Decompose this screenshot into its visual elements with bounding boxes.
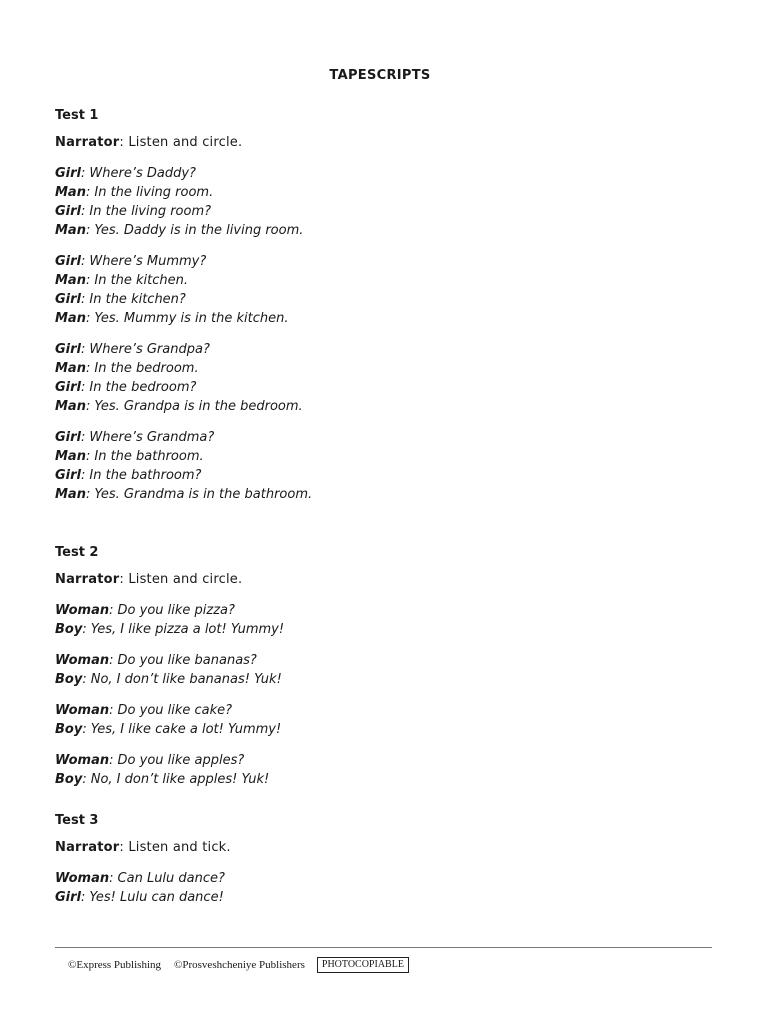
speaker-label: Girl	[55, 166, 81, 181]
narrator-line: Narrator: Listen and tick.	[55, 840, 231, 855]
speaker-label: Man	[55, 399, 86, 414]
speaker-label: Girl	[55, 342, 81, 357]
narrator-line: Narrator: Listen and circle.	[55, 572, 243, 587]
speech-text: Where’s Daddy?	[89, 166, 196, 181]
dialogue-exchange	[55, 869, 231, 907]
speech-text: Yes, I like cake a lot! Yummy!	[90, 722, 282, 737]
dialogue-line: Girl: In the living room?	[55, 204, 212, 219]
speaker-label: Man	[55, 311, 86, 326]
speech-text: In the bathroom.	[94, 449, 204, 464]
dialogue-line: Woman: Do you like bananas?	[55, 653, 257, 668]
dialogue-exchange	[55, 428, 312, 504]
speech-text: In the living room.	[94, 185, 214, 200]
speech-text: Do you like bananas?	[117, 653, 257, 668]
speech-text: Where’s Mummy?	[89, 254, 207, 269]
dialogue-line: Man: Yes. Daddy is in the living room.	[55, 223, 304, 238]
speaker-label: Man	[55, 185, 86, 200]
dialogue-line: Girl: In the bedroom?	[55, 380, 197, 395]
speaker-label: Girl	[55, 468, 81, 483]
page-title: TAPESCRIPTS	[329, 68, 431, 83]
speaker-label: Boy	[55, 772, 83, 787]
test-heading: Test 2	[55, 545, 99, 560]
speaker-label: Man	[55, 273, 86, 288]
speech-text: No, I don’t like apples! Yuk!	[90, 772, 270, 787]
dialogue-line: Girl: Yes! Lulu can dance!	[55, 890, 224, 905]
speech-text: Do you like pizza?	[117, 603, 235, 618]
speaker-label: Narrator	[55, 840, 120, 855]
speech-text: Where’s Grandma?	[89, 430, 215, 445]
narrator-line: Narrator: Listen and circle.	[55, 135, 243, 150]
narrator-instruction: Listen and circle.	[128, 135, 243, 150]
dialogue-line: Boy: Yes, I like cake a lot! Yummy!	[55, 722, 282, 737]
speech-text: In the bedroom?	[89, 380, 197, 395]
speech-text: Yes. Grandpa is in the bedroom.	[94, 399, 303, 414]
speech-text: Do you like cake?	[117, 703, 233, 718]
speaker-label: Narrator	[55, 135, 120, 150]
speaker-label: Narrator	[55, 572, 120, 587]
dialogue-line: Man: Yes. Grandpa is in the bedroom.	[55, 399, 303, 414]
speaker-label: Woman	[55, 653, 110, 668]
speaker-label: Girl	[55, 292, 81, 307]
speaker-label: Girl	[55, 430, 81, 445]
speaker-label: Man	[55, 361, 86, 376]
dialogue-line: Girl: Where’s Grandpa?	[55, 342, 210, 357]
dialogue-line: Man: Yes. Grandma is in the bathroom.	[55, 487, 313, 502]
speaker-label: Man	[55, 487, 86, 502]
dialogue-line: Girl: Where’s Grandma?	[55, 430, 215, 445]
dialogue-exchange	[55, 601, 284, 639]
dialogue-line: Man: In the bathroom.	[55, 449, 204, 464]
test-section-1	[55, 106, 312, 516]
speaker-label: Boy	[55, 722, 83, 737]
copyright-prosveshcheniye-publishers: ©Prosveshcheniye Publishers	[174, 959, 305, 971]
dialogue-exchange	[55, 651, 284, 689]
footer-divider	[55, 947, 712, 948]
speech-text: Yes! Lulu can dance!	[89, 890, 224, 905]
speech-text: Yes. Daddy is in the living room.	[94, 223, 304, 238]
speaker-label: Boy	[55, 672, 83, 687]
dialogue-exchange	[55, 340, 312, 416]
dialogue-line: Boy: No, I don’t like apples! Yuk!	[55, 772, 270, 787]
speaker-label: Woman	[55, 603, 110, 618]
speaker-label: Woman	[55, 871, 110, 886]
dialogue-line: Woman: Do you like cake?	[55, 703, 233, 718]
speech-text: Where’s Grandpa?	[89, 342, 210, 357]
speaker-label: Girl	[55, 254, 81, 269]
dialogue-line: Woman: Do you like pizza?	[55, 603, 235, 618]
speech-text: Yes. Grandma is in the bathroom.	[94, 487, 313, 502]
speaker-label: Girl	[55, 204, 81, 219]
speech-text: Can Lulu dance?	[117, 871, 225, 886]
speech-text: In the bedroom.	[94, 361, 199, 376]
speech-text: In the kitchen?	[89, 292, 186, 307]
speaker-label: Woman	[55, 753, 110, 768]
test-section-2	[55, 543, 284, 801]
speech-text: No, I don’t like bananas! Yuk!	[90, 672, 282, 687]
speech-text: Yes, I like pizza a lot! Yummy!	[90, 622, 285, 637]
photocopiable-badge: PHOTOCOPIABLE	[317, 957, 409, 973]
dialogue-line: Boy: Yes, I like pizza a lot! Yummy!	[55, 622, 285, 637]
dialogue-line: Man: In the bedroom.	[55, 361, 199, 376]
copyright-express-publishing: ©Express Publishing	[68, 959, 162, 971]
dialogue-exchange	[55, 701, 284, 739]
test-heading: Test 1	[55, 108, 99, 123]
dialogue-line: Man: In the living room.	[55, 185, 214, 200]
dialogue-exchange	[55, 751, 284, 789]
speech-text: Yes. Mummy is in the kitchen.	[94, 311, 289, 326]
speech-text: In the bathroom?	[89, 468, 202, 483]
footer	[68, 957, 409, 973]
speaker-label: Girl	[55, 890, 81, 905]
speech-text: In the living room?	[89, 204, 212, 219]
test-heading: Test 3	[55, 813, 99, 828]
speech-text: In the kitchen.	[94, 273, 189, 288]
speaker-label: Boy	[55, 622, 83, 637]
dialogue-line: Woman: Do you like apples?	[55, 753, 245, 768]
dialogue-line: Girl: Where’s Mummy?	[55, 254, 207, 269]
dialogue-line: Girl: Where’s Daddy?	[55, 166, 196, 181]
speaker-label: Woman	[55, 703, 110, 718]
test-section-3	[55, 811, 231, 919]
dialogue-line: Boy: No, I don’t like bananas! Yuk!	[55, 672, 282, 687]
narrator-instruction: Listen and circle.	[128, 572, 243, 587]
dialogue-line: Girl: In the bathroom?	[55, 468, 202, 483]
speaker-label: Man	[55, 449, 86, 464]
speech-text: Do you like apples?	[117, 753, 245, 768]
dialogue-exchange	[55, 164, 312, 240]
dialogue-exchange	[55, 252, 312, 328]
dialogue-line: Girl: In the kitchen?	[55, 292, 186, 307]
speaker-label: Man	[55, 223, 86, 238]
speaker-label: Girl	[55, 380, 81, 395]
dialogue-line: Woman: Can Lulu dance?	[55, 871, 225, 886]
narrator-instruction: Listen and tick.	[128, 840, 231, 855]
dialogue-line: Man: Yes. Mummy is in the kitchen.	[55, 311, 289, 326]
dialogue-line: Man: In the kitchen.	[55, 273, 189, 288]
